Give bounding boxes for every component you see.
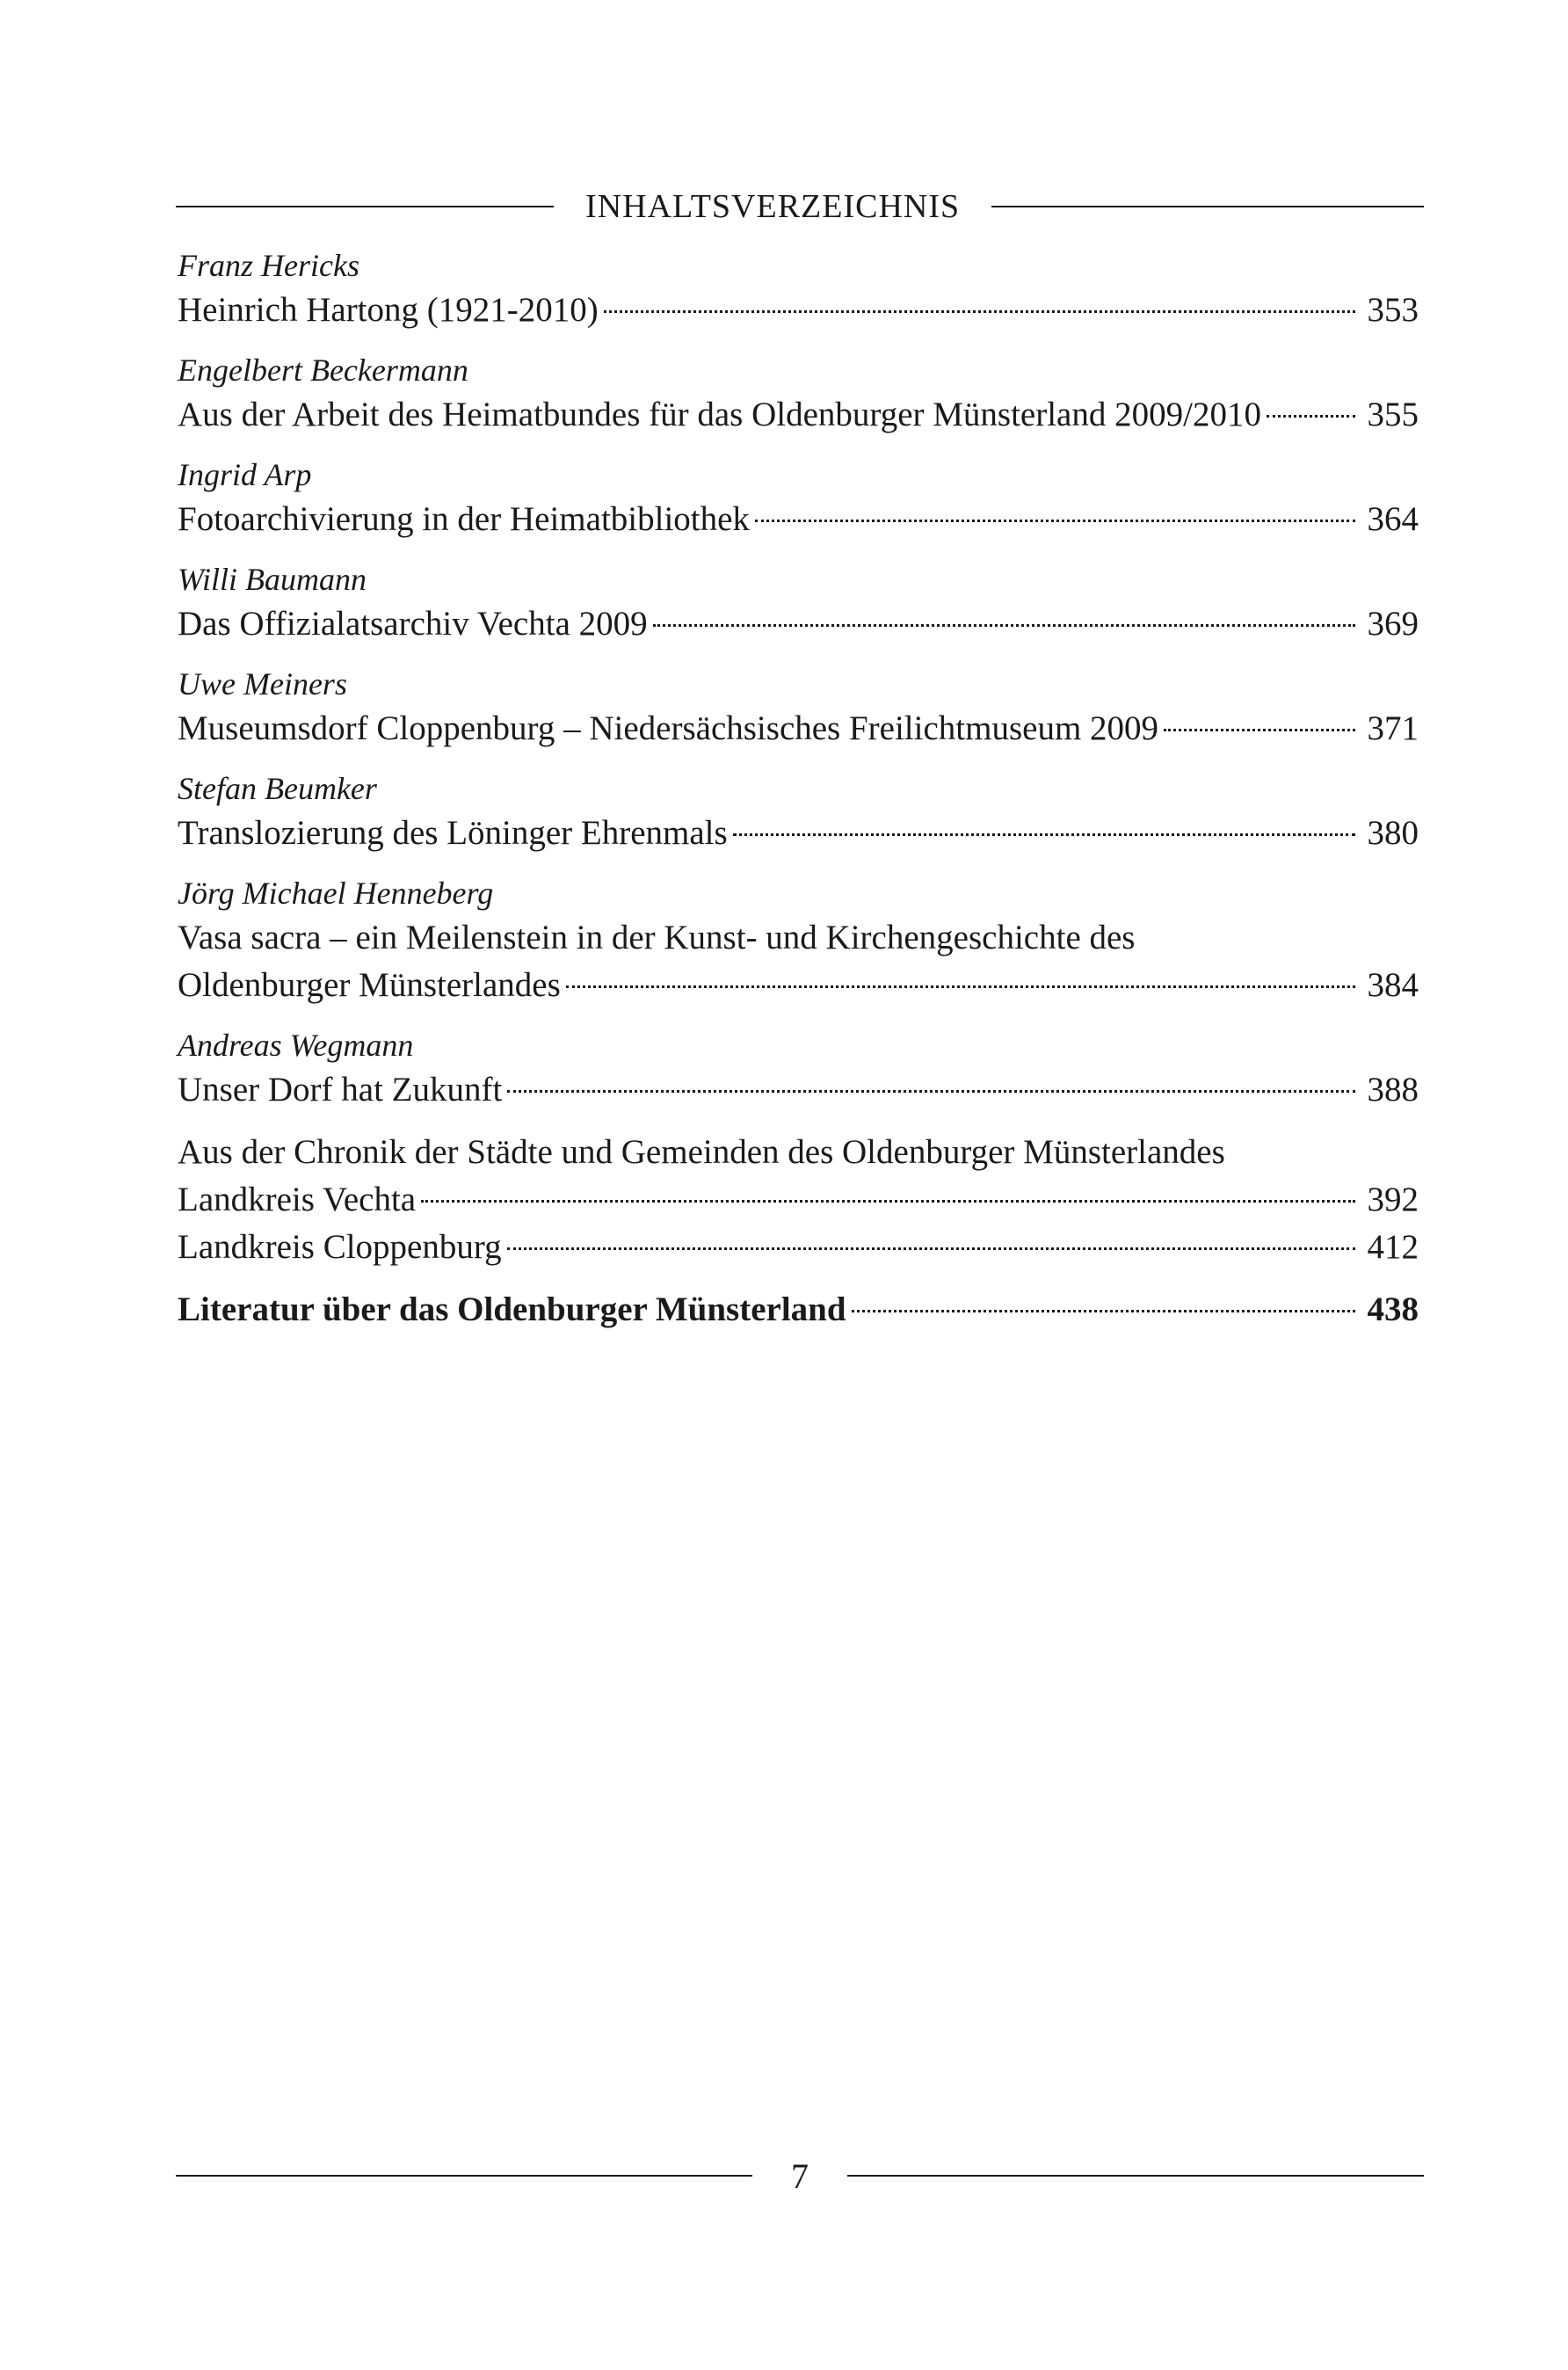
page-footer: [176, 2145, 1424, 2206]
toc-entry: [178, 244, 1419, 334]
dot-leader: [604, 310, 1355, 313]
toc-entry: [178, 558, 1419, 648]
toc-line[interactable]: [178, 705, 1419, 752]
dot-leader: [1267, 415, 1355, 418]
toc-page-number: 388: [1367, 1071, 1419, 1109]
dot-leader: [1164, 729, 1354, 731]
dot-leader: [653, 624, 1355, 627]
dot-leader: [507, 1247, 1355, 1250]
toc-entry: [178, 767, 1419, 857]
toc-literatur-entry: [178, 1286, 1419, 1334]
toc-page-number: 412: [1367, 1228, 1419, 1266]
page-number: 7: [791, 2156, 809, 2196]
dot-leader: [755, 520, 1355, 522]
toc-author: Ingrid Arp: [178, 457, 312, 492]
toc-line[interactable]: [178, 1224, 1419, 1271]
toc-entry: [178, 349, 1419, 439]
dot-leader: [507, 1090, 1354, 1093]
toc-page-number: 369: [1367, 605, 1419, 643]
toc-title-first-line: Vasa sacra – ein Meilenstein in der Kunst- und Kirchengeschichte des: [178, 919, 1136, 956]
header-rule-right: [991, 206, 1424, 207]
footer-rule-right: [847, 2175, 1424, 2177]
toc-line[interactable]: [178, 1176, 1419, 1224]
toc-page-number: 392: [1367, 1181, 1419, 1218]
page-title: INHALTSVERZEICHNIS: [585, 188, 961, 225]
toc-page-number: 380: [1367, 814, 1419, 852]
toc-line[interactable]: [178, 600, 1419, 648]
toc-header: [176, 180, 1424, 233]
toc-entry: [178, 872, 1419, 1009]
toc-author: Stefan Beumker: [178, 771, 377, 806]
dot-leader: [421, 1200, 1354, 1203]
toc-page-number: 371: [1367, 709, 1419, 747]
toc-page-number: 438: [1367, 1290, 1419, 1328]
toc-title: Das Offizialatsarchiv Vechta 2009: [178, 605, 648, 643]
toc-page-number: 353: [1367, 291, 1419, 329]
toc-author: Engelbert Beckermann: [178, 353, 468, 388]
toc-author: Jörg Michael Henneberg: [178, 876, 494, 911]
toc-page-number: 355: [1367, 396, 1419, 433]
toc-title: Heinrich Hartong (1921-2010): [178, 291, 599, 329]
dot-leader: [852, 1310, 1355, 1312]
toc-line[interactable]: [178, 810, 1419, 857]
toc-line[interactable]: [178, 496, 1419, 543]
toc-line[interactable]: [178, 391, 1419, 439]
toc-title: Translozierung des Löninger Ehrenmals: [178, 814, 728, 852]
toc-title: Museumsdorf Cloppenburg – Niedersächsisches Freilichtmuseum 2009: [178, 709, 1159, 747]
toc-entry: [178, 1024, 1419, 1114]
toc-title: Unser Dorf hat Zukunft: [178, 1071, 503, 1109]
toc-author: Andreas Wegmann: [178, 1028, 414, 1063]
toc-author: Uwe Meiners: [178, 666, 347, 702]
toc-author: Franz Hericks: [178, 248, 359, 283]
footer-rule-left: [176, 2175, 752, 2177]
toc-line[interactable]: [178, 1286, 1419, 1334]
toc-title: Aus der Arbeit des Heimatbundes für das Oldenburger Münsterland 2009/2010: [178, 396, 1261, 433]
toc-title: Literatur über das Oldenburger Münsterland: [178, 1290, 846, 1328]
header-rule-left: [176, 206, 554, 207]
table-of-contents: [178, 244, 1419, 1349]
toc-page-number: 384: [1367, 966, 1419, 1004]
toc-line[interactable]: [178, 962, 1419, 1009]
toc-chronik-section: [178, 1129, 1419, 1271]
toc-title: Oldenburger Münsterlandes: [178, 966, 561, 1004]
toc-entry: [178, 454, 1419, 543]
toc-entry: [178, 663, 1419, 752]
toc-title: Landkreis Vechta: [178, 1181, 417, 1218]
toc-line[interactable]: [178, 287, 1419, 334]
toc-title: Fotoarchivierung in der Heimatbibliothek: [178, 500, 750, 538]
dot-leader: [733, 833, 1355, 836]
toc-title: Landkreis Cloppenburg: [178, 1228, 502, 1266]
toc-line[interactable]: [178, 1066, 1419, 1114]
dot-leader: [566, 985, 1355, 988]
toc-author: Willi Baumann: [178, 562, 367, 597]
chronik-heading: Aus der Chronik der Städte und Gemeinden des Oldenburger Münsterlandes: [178, 1133, 1225, 1171]
toc-page-number: 364: [1367, 500, 1419, 538]
